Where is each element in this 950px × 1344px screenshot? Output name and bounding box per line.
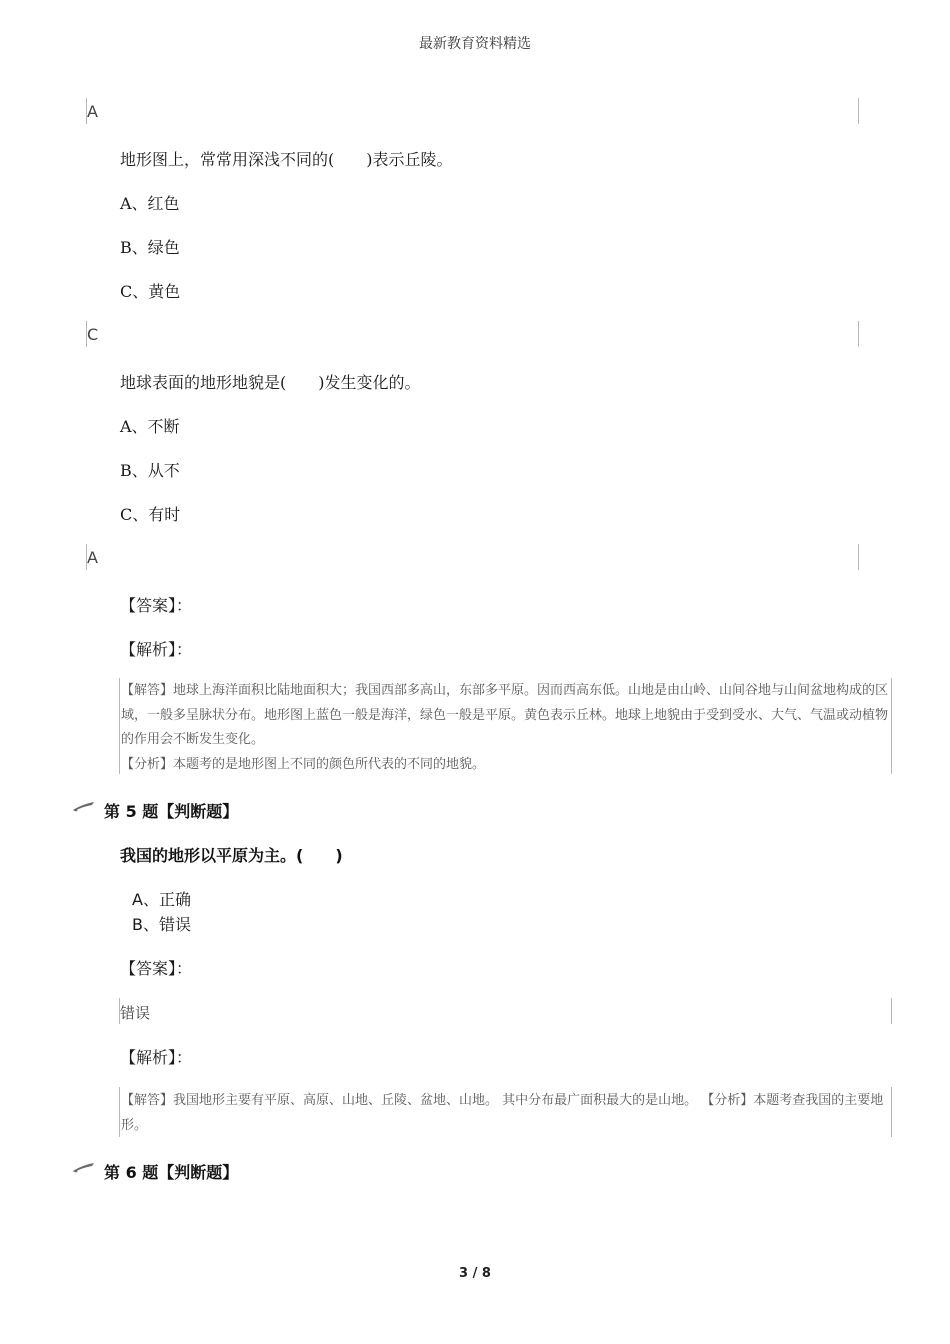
- analysis-text: 【解答】地球上海洋面积比陆地面积大；我国西部多高山，东部多平原。因而西高东低。山地是由山岭、山间谷地与山间盆地构成的区域，一般多呈脉状分布。地形图上蓝色一般是海洋，绿色一般是平原。黄色表示丘林。地球上地貌由于受到受水、大气、气温或动植物的作用会不断发生变化。: [121, 683, 889, 747]
- option-a[interactable]: A、不断: [120, 417, 180, 436]
- answer-label: 【答案】：: [120, 596, 193, 615]
- answer-box-right-border: [858, 98, 859, 124]
- analysis-box-right-border: [891, 1087, 892, 1137]
- answer-value: 错误: [120, 1004, 151, 1022]
- page-header: 最新教育资料精选: [419, 36, 531, 52]
- answer-value: A: [87, 102, 98, 121]
- option-b[interactable]: B、从不: [120, 461, 180, 480]
- page-number: 3 / 8: [459, 1266, 491, 1281]
- analysis-label: 【解析】：: [120, 1048, 193, 1067]
- question-stem: 我国的地形以平原为主。( ): [120, 846, 343, 865]
- option-c[interactable]: C、有时: [120, 505, 181, 524]
- answer-label: 【答案】：: [120, 959, 193, 978]
- pen-nib-icon: [72, 798, 96, 817]
- analysis-box-left-border: [119, 1087, 120, 1137]
- analysis-text: 【解答】我国地形主要有平原、高原、山地、丘陵、盆地、山地。 其中分布最广面积最大的是山地。 【分析】本题考查我国的主要地形。: [121, 1093, 884, 1133]
- answer-box-right-border: [858, 321, 859, 347]
- analysis-label: 【解析】：: [120, 640, 193, 659]
- answer-box-right-border: [891, 998, 892, 1024]
- question-title: 第 5 题【判断题】: [104, 802, 239, 821]
- question-title: 第 6 题【判断题】: [104, 1163, 239, 1182]
- option-a[interactable]: A、红色: [120, 194, 180, 213]
- answer-value: C: [87, 325, 99, 344]
- pen-nib-icon: [72, 1159, 96, 1178]
- option-b[interactable]: B、错误: [132, 915, 191, 934]
- analysis-box-left-border: [119, 678, 120, 774]
- question-stem: 地球表面的地形地貌是( )发生变化的。: [120, 373, 421, 392]
- option-b[interactable]: B、绿色: [120, 238, 180, 257]
- option-a[interactable]: A、正确: [132, 890, 191, 909]
- question-stem: 地形图上，常常用深浅不同的( )表示丘陵。: [120, 150, 453, 169]
- analysis-summary: 【分析】本题考的是地形图上不同的颜色所代表的不同的地貌。: [121, 757, 486, 772]
- answer-box-right-border: [858, 544, 859, 570]
- analysis-box-right-border: [891, 678, 892, 774]
- option-c[interactable]: C、黄色: [120, 282, 181, 301]
- answer-value: A: [87, 548, 98, 567]
